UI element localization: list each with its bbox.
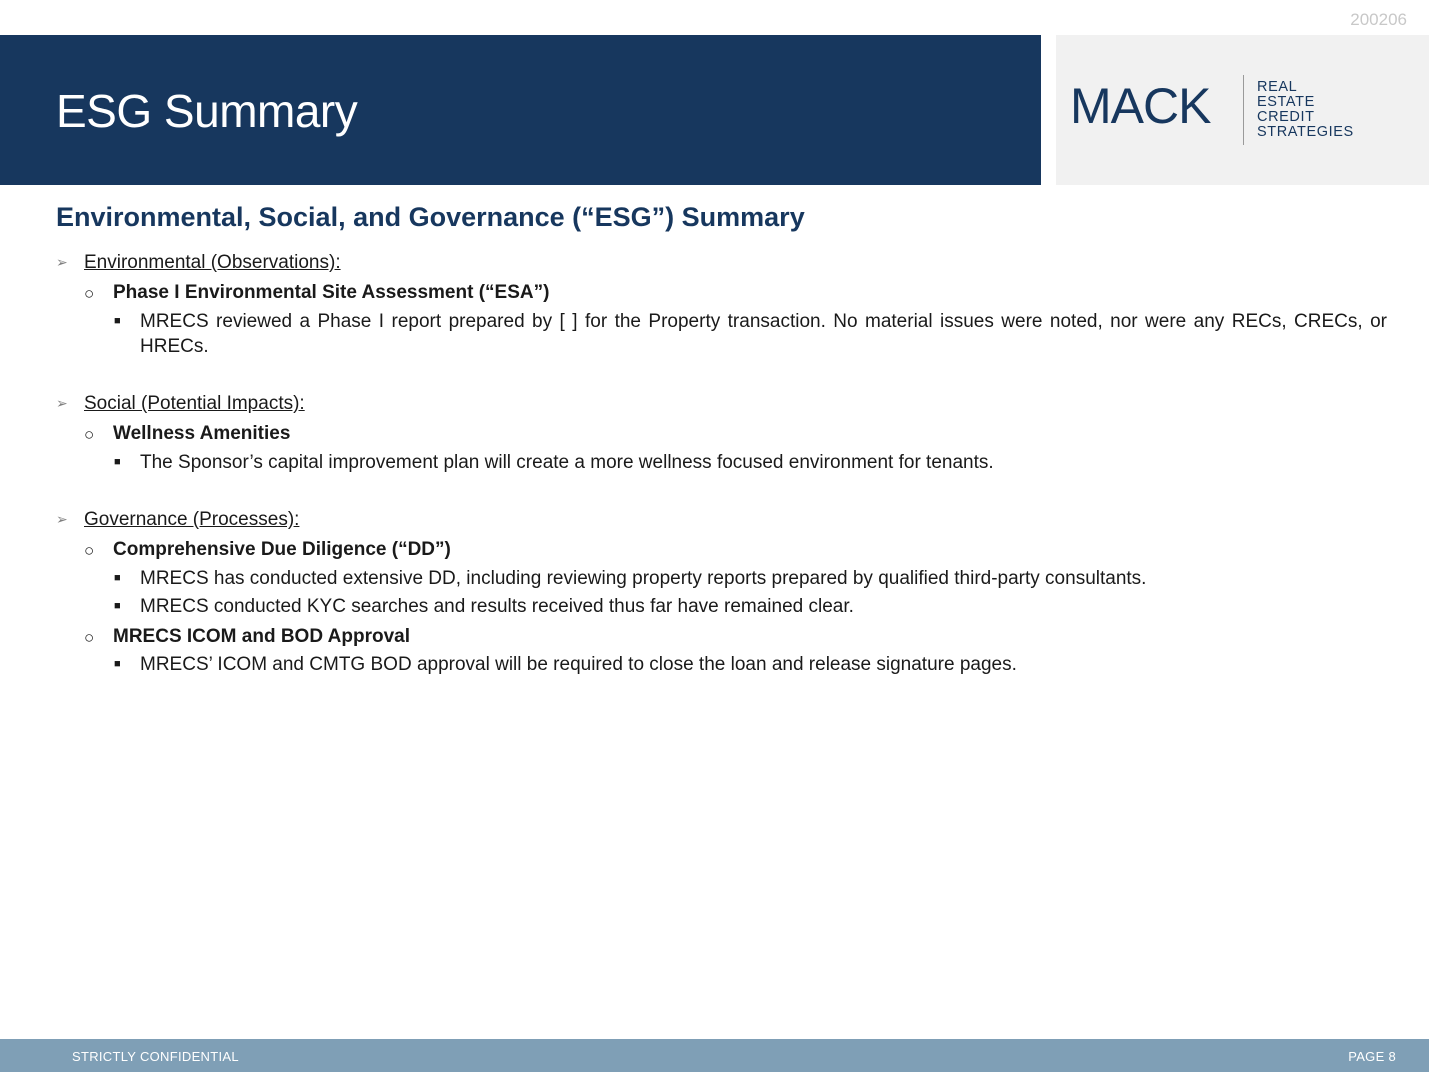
square-bullet-icon: ■ <box>114 315 121 327</box>
bullet-text: The Sponsor’s capital improvement plan will create a more wellness focused environment for tenants. <box>140 452 994 473</box>
bullet-text: MRECS conducted KYC searches and results received thus far have remained clear. <box>140 596 854 617</box>
item-title: Comprehensive Due Diligence (“DD”) <box>113 539 451 560</box>
bullet-text: MRECS’ ICOM and CMTG BOD approval will be required to close the loan and release signature pages. <box>140 654 1017 675</box>
bullet-point <box>114 309 1387 359</box>
category-heading: Environmental (Observations): <box>84 252 341 273</box>
logo-subtitle-line: ESTATE <box>1257 94 1315 110</box>
item-title: MRECS ICOM and BOD Approval <box>113 626 410 647</box>
bullet-point <box>114 652 1387 677</box>
footer-bar <box>0 1039 1429 1072</box>
item-title: Wellness Amenities <box>113 423 291 444</box>
arrow-bullet-icon: ➢ <box>56 395 68 411</box>
category-heading: Governance (Processes): <box>84 509 300 530</box>
arrow-bullet-icon: ➢ <box>56 511 68 527</box>
company-logo <box>1056 35 1429 185</box>
page-title: ESG Summary <box>56 85 358 137</box>
square-bullet-icon: ■ <box>114 572 121 584</box>
section-heading: Environmental, Social, and Governance (“ESG”) Summary <box>56 202 805 232</box>
item-title: Phase I Environmental Site Assessment (“ESA”) <box>113 282 550 303</box>
arrow-bullet-icon: ➢ <box>56 254 68 270</box>
bullet-text: MRECS reviewed a Phase I report prepared by [ ] for the Property transaction. No material issues were noted, nor were any RECs, CRECs, or HRECs. <box>140 311 1387 357</box>
square-bullet-icon: ■ <box>114 600 121 612</box>
page-number: PAGE 8 <box>1348 1049 1396 1064</box>
bullet-point <box>114 566 1387 591</box>
logo-subtitle-line: STRATEGIES <box>1257 124 1354 140</box>
square-bullet-icon: ■ <box>114 658 121 670</box>
document-id: 200206 <box>1350 10 1407 29</box>
bullet-text: MRECS has conducted extensive DD, including reviewing property reports prepared by qualified third-party consultants. <box>140 568 1147 589</box>
logo-subtitle <box>1257 80 1354 140</box>
circle-bullet-icon: ○ <box>84 541 95 560</box>
logo-subtitle-line: CREDIT <box>1257 109 1315 125</box>
logo-subtitle-line: REAL <box>1257 79 1298 95</box>
circle-bullet-icon: ○ <box>84 425 95 444</box>
category-heading: Social (Potential Impacts): <box>84 393 305 414</box>
logo-wordmark: MACK <box>1070 78 1211 134</box>
bullet-point <box>114 594 1387 619</box>
bullet-point <box>114 450 1387 475</box>
confidentiality-notice: STRICTLY CONFIDENTIAL <box>72 1049 239 1064</box>
circle-bullet-icon: ○ <box>84 628 95 647</box>
circle-bullet-icon: ○ <box>84 284 95 303</box>
logo-divider <box>1243 75 1244 145</box>
square-bullet-icon: ■ <box>114 456 121 468</box>
